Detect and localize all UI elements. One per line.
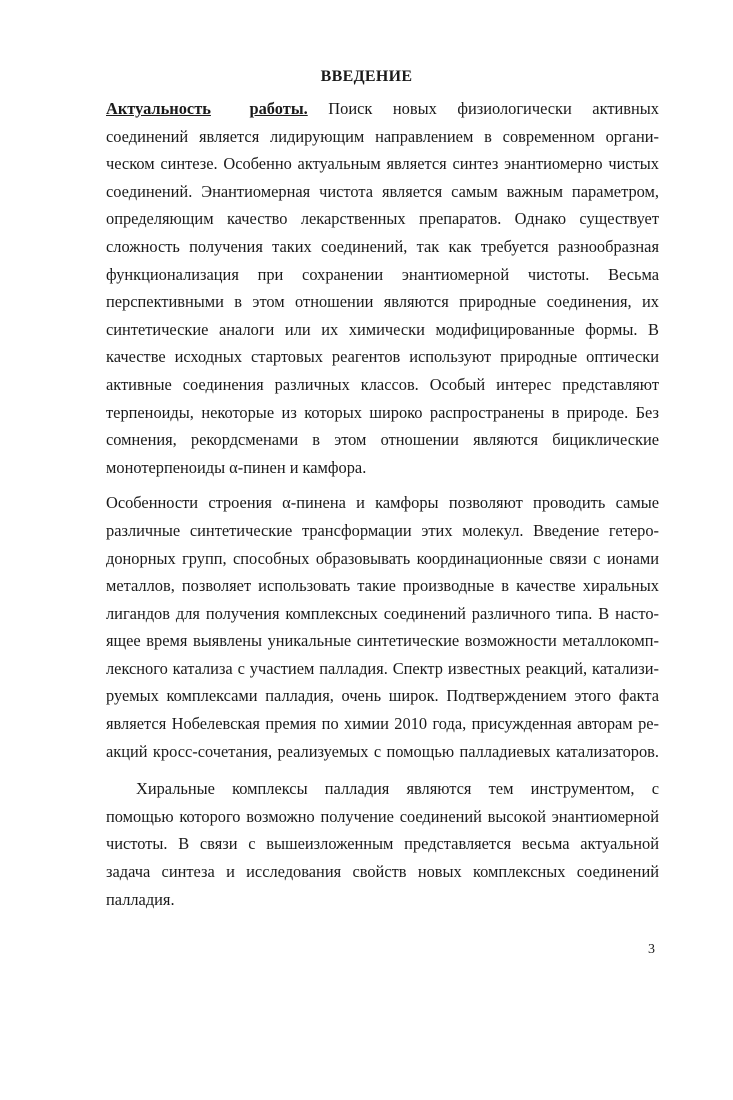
text-line: сложность получения таких соединений, так как требуется разнообразная (106, 236, 659, 256)
text-line: Особенности строения α-пинена и камфоры позволяют проводить самые (106, 493, 659, 513)
text-line: чистоты. В связи с вышеизложенным представляется весьма актуальной (106, 834, 659, 854)
paragraph-structure (106, 489, 659, 765)
text-line: донорных групп, способных образовывать координационные связи с ионами (106, 548, 659, 568)
text-line: акций кросс-сочетания, реализуемых с помощью палладиевых катализаторов. (106, 741, 659, 761)
text-line: руемых комплексами палладия, очень широк. Подтверждением этого факта (106, 686, 659, 706)
text-line: перспективными в этом отношении являются природные соединения, их (106, 292, 659, 312)
section-lead-word: работы. (249, 99, 308, 118)
text-line: ящее время выявлены уникальные синтетические возможности металлокомп- (106, 631, 659, 651)
text-line: металлов, позволяет использовать такие производные в качестве хиральных (106, 576, 659, 596)
text-line: терпеноиды, некоторые из которых широко распространены в природе. Без (106, 402, 659, 422)
text-line: различные синтетические трансформации этих молекул. Введение гетеро- (106, 520, 659, 540)
text-line: палладия. (106, 889, 175, 909)
text-line: качестве исходных стартовых реагентов используют природные оптически (106, 347, 659, 367)
text-line: задача синтеза и исследования свойств новых комплексных соединений (106, 862, 659, 882)
text-line (106, 95, 659, 123)
text-line: монотерпеноиды α-пинен и камфора. (106, 457, 367, 477)
text-line: лексного катализа с участием палладия. Спектр известных реакций, катализи- (106, 658, 659, 678)
text-line: соединений является лидирующим направлением в современном органи- (106, 126, 659, 146)
text-line: сомнения, рекордсменами в этом отношении являются бициклические (106, 430, 659, 450)
text-line: функционализация при сохранении энантиомерной чистоты. Весьма (106, 264, 659, 284)
text-line: является Нобелевская премия по химии 2010 года, присужденная авторам ре- (106, 714, 659, 734)
page-title: ВВЕДЕНИЕ (320, 68, 413, 85)
paragraph-gap (106, 481, 659, 489)
text-line: лигандов для получения комплексных соединений различного типа. В насто- (106, 603, 659, 623)
page-number: 3 (648, 942, 655, 957)
text-fragment: Поиск новых физиологически активных (328, 99, 659, 118)
section-lead-word: Актуальность (106, 99, 211, 118)
text-line: ческом синтезе. Особенно актуальным является синтез энантиомерно чистых (106, 154, 659, 174)
text-line: синтетические аналоги или их химически модифицированные формы. В (106, 319, 659, 339)
paragraph-palladium (106, 775, 659, 913)
document-body (106, 95, 659, 913)
text-line: активные соединения различных классов. Особый интерес представляют (106, 374, 659, 394)
paragraph-gap (106, 765, 659, 775)
text-line: помощью которого возможно получение соединений высокой энантиомерной (106, 806, 659, 826)
text-line: определяющим качество лекарственных препаратов. Однако существует (106, 209, 659, 229)
text-line: Хиральные комплексы палладия являются тем инструментом, с (136, 779, 659, 799)
text-line: соединений. Энантиомерная чистота является самым важным параметром, (106, 181, 659, 201)
paragraph-relevance (106, 95, 659, 481)
